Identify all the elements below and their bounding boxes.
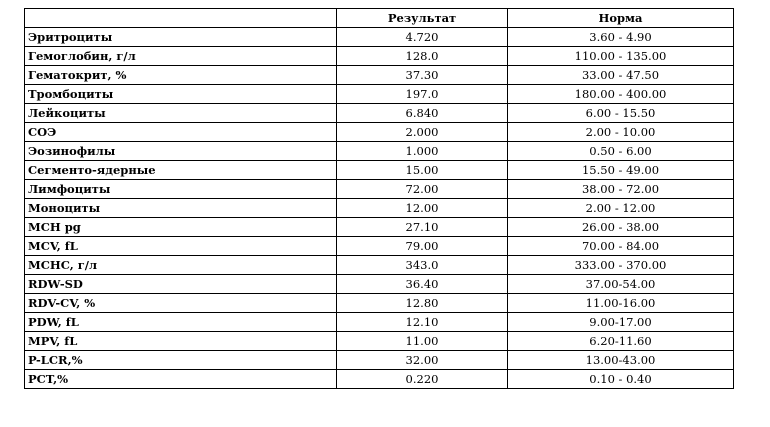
table-row xyxy=(25,47,734,66)
table-row xyxy=(25,66,734,85)
table-row xyxy=(25,351,734,370)
parameter-name: MCHC, г/л xyxy=(25,256,337,275)
table-row xyxy=(25,142,734,161)
norm-range: 0.10 - 0.40 xyxy=(508,370,734,389)
norm-range: 70.00 - 84.00 xyxy=(508,237,734,256)
header-row xyxy=(25,9,734,28)
result-value: 72.00 xyxy=(337,180,508,199)
parameter-name: СОЭ xyxy=(25,123,337,142)
result-value: 37.30 xyxy=(337,66,508,85)
result-value: 36.40 xyxy=(337,275,508,294)
parameter-name: P-LCR,% xyxy=(25,351,337,370)
table-row xyxy=(25,294,734,313)
result-value: 32.00 xyxy=(337,351,508,370)
lab-results-table xyxy=(24,8,734,389)
result-value: 128.0 xyxy=(337,47,508,66)
header-result: Результат xyxy=(337,9,508,28)
result-value: 12.00 xyxy=(337,199,508,218)
table-row xyxy=(25,28,734,47)
result-value: 1.000 xyxy=(337,142,508,161)
result-value: 11.00 xyxy=(337,332,508,351)
parameter-name: MCV, fL xyxy=(25,237,337,256)
parameter-name: Сегменто-ядерные xyxy=(25,161,337,180)
norm-range: 37.00-54.00 xyxy=(508,275,734,294)
parameter-name: RDW-SD xyxy=(25,275,337,294)
result-value: 15.00 xyxy=(337,161,508,180)
norm-range: 9.00-17.00 xyxy=(508,313,734,332)
result-value: 0.220 xyxy=(337,370,508,389)
result-value: 12.10 xyxy=(337,313,508,332)
header-norm: Норма xyxy=(508,9,734,28)
norm-range: 13.00-43.00 xyxy=(508,351,734,370)
result-value: 197.0 xyxy=(337,85,508,104)
norm-range: 38.00 - 72.00 xyxy=(508,180,734,199)
table-body xyxy=(25,28,734,389)
norm-range: 2.00 - 10.00 xyxy=(508,123,734,142)
table-row xyxy=(25,237,734,256)
result-value: 27.10 xyxy=(337,218,508,237)
table-row xyxy=(25,104,734,123)
table-row xyxy=(25,123,734,142)
norm-range: 15.50 - 49.00 xyxy=(508,161,734,180)
norm-range: 33.00 - 47.50 xyxy=(508,66,734,85)
parameter-name: Лимфоциты xyxy=(25,180,337,199)
table-row xyxy=(25,370,734,389)
table-row xyxy=(25,256,734,275)
result-value: 12.80 xyxy=(337,294,508,313)
result-value: 4.720 xyxy=(337,28,508,47)
parameter-name: Моноциты xyxy=(25,199,337,218)
norm-range: 110.00 - 135.00 xyxy=(508,47,734,66)
norm-range: 2.00 - 12.00 xyxy=(508,199,734,218)
table-row xyxy=(25,332,734,351)
norm-range: 180.00 - 400.00 xyxy=(508,85,734,104)
norm-range: 26.00 - 38.00 xyxy=(508,218,734,237)
header-parameter xyxy=(25,9,337,28)
parameter-name: Эритроциты xyxy=(25,28,337,47)
result-value: 2.000 xyxy=(337,123,508,142)
parameter-name: MPV, fL xyxy=(25,332,337,351)
table-row xyxy=(25,218,734,237)
parameter-name: Гематокрит, % xyxy=(25,66,337,85)
result-value: 6.840 xyxy=(337,104,508,123)
table-header xyxy=(25,9,734,28)
parameter-name: Гемоглобин, г/л xyxy=(25,47,337,66)
norm-range: 0.50 - 6.00 xyxy=(508,142,734,161)
norm-range: 6.00 - 15.50 xyxy=(508,104,734,123)
norm-range: 6.20-11.60 xyxy=(508,332,734,351)
parameter-name: MCH pg xyxy=(25,218,337,237)
parameter-name: Лейкоциты xyxy=(25,104,337,123)
result-value: 79.00 xyxy=(337,237,508,256)
parameter-name: Эозинофилы xyxy=(25,142,337,161)
result-value: 343.0 xyxy=(337,256,508,275)
parameter-name: RDV-CV, % xyxy=(25,294,337,313)
parameter-name: Тромбоциты xyxy=(25,85,337,104)
table-row xyxy=(25,199,734,218)
table-row xyxy=(25,275,734,294)
norm-range: 333.00 - 370.00 xyxy=(508,256,734,275)
norm-range: 11.00-16.00 xyxy=(508,294,734,313)
table-row xyxy=(25,180,734,199)
norm-range: 3.60 - 4.90 xyxy=(508,28,734,47)
parameter-name: PDW, fL xyxy=(25,313,337,332)
table-row xyxy=(25,313,734,332)
table-row xyxy=(25,161,734,180)
table-row xyxy=(25,85,734,104)
parameter-name: PCT,% xyxy=(25,370,337,389)
